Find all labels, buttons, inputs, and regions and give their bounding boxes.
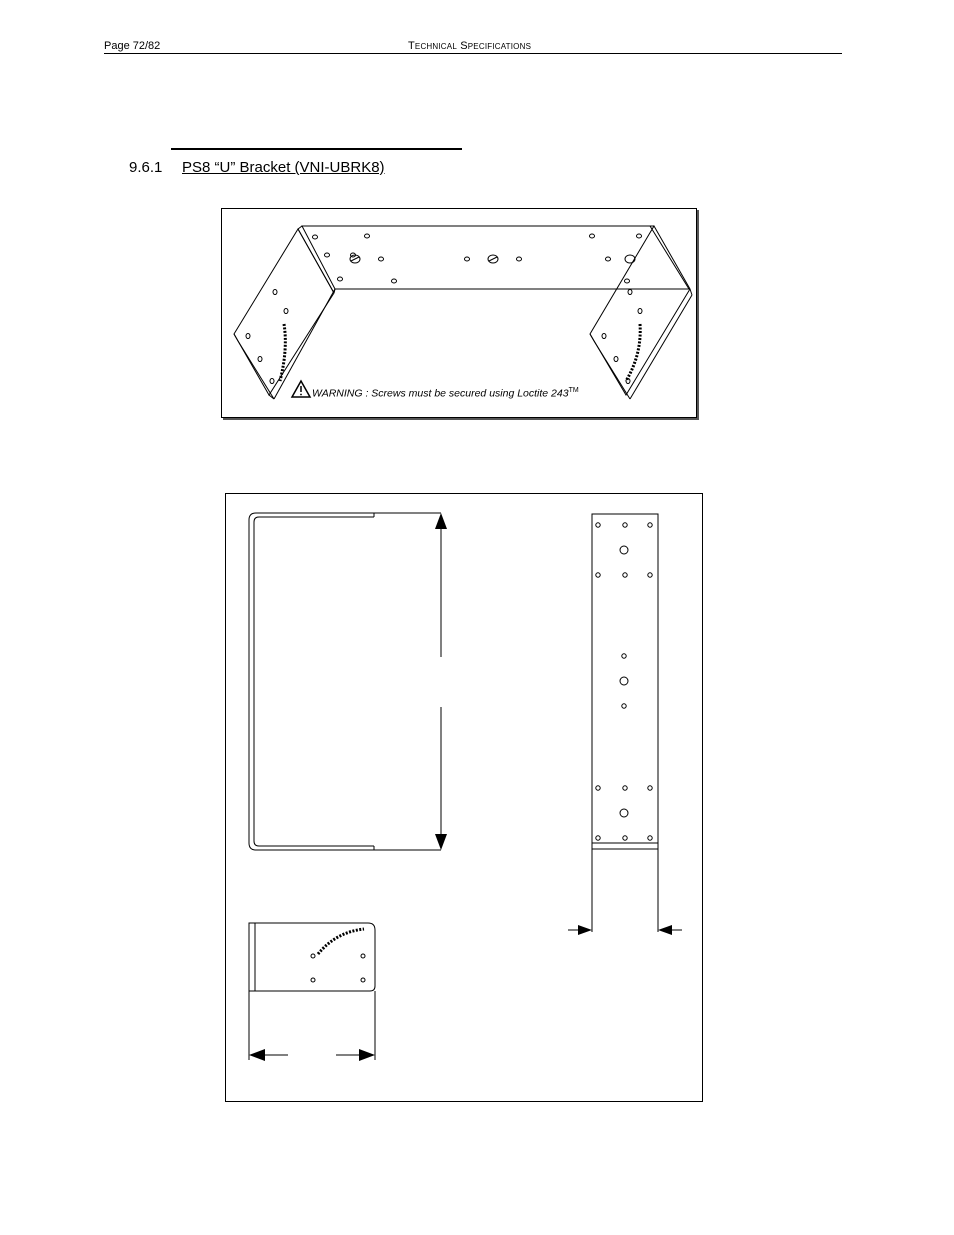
page-number: Page 72/82 xyxy=(104,40,161,52)
warning-text xyxy=(312,387,579,400)
bracket-dimension-figure xyxy=(225,493,703,1102)
warning-message: WARNING : Screws must be secured using Loctite 243 xyxy=(312,387,569,400)
bracket-perspective-figure xyxy=(221,208,697,418)
section-title: PS8 “U” Bracket (VNI-UBRK8) xyxy=(182,159,385,176)
section-rule xyxy=(171,148,462,150)
bracket-dimension-drawing xyxy=(226,494,704,1103)
section-number: 9.6.1 xyxy=(129,159,163,176)
header-section-title: Technical Specifications xyxy=(408,40,532,52)
header-rule xyxy=(104,53,842,54)
warning-triangle-icon xyxy=(292,381,310,397)
trademark-symbol: TM xyxy=(568,387,579,394)
